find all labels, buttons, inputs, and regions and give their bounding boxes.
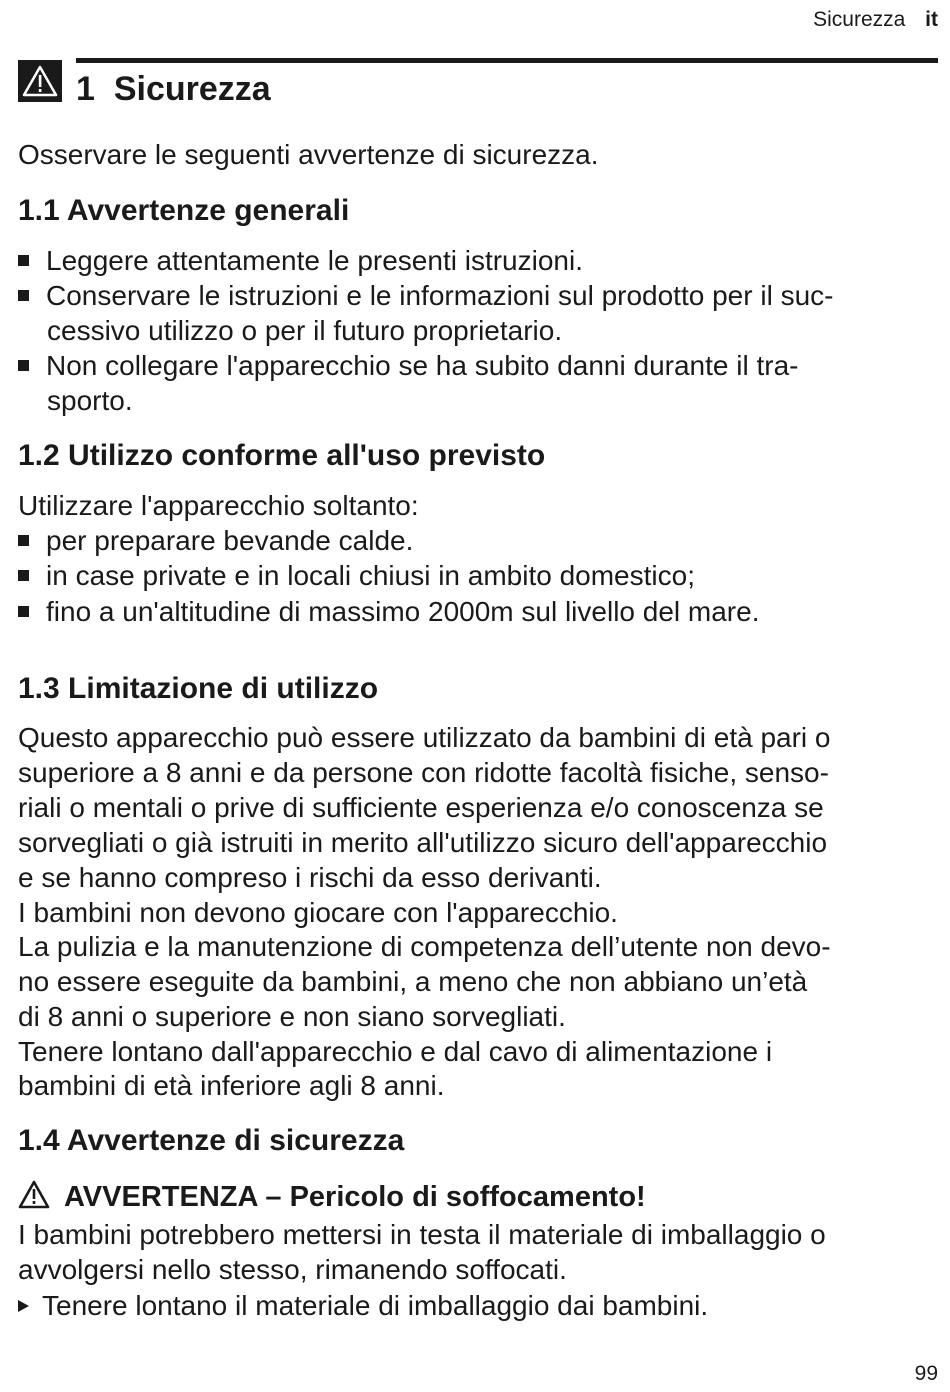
action-step: Tenere lontano il materiale di imballaggio dai bambini.	[18, 1290, 708, 1322]
bullet-item: fino a un'altitudine di massimo 2000m sul livello del mare.	[18, 596, 759, 628]
bullet-continuation: sporto.	[47, 385, 133, 416]
bullet-item: Conservare le istruzioni e le informazioni sul prodotto per il suc-	[18, 280, 833, 312]
bullet-continuation: cessivo utilizzo o per il futuro proprietario.	[47, 315, 563, 346]
paragraph-line: superiore a 8 anni e da persone con ridotte facoltà fisiche, senso-	[18, 757, 829, 788]
warning-triangle-icon	[18, 1180, 50, 1209]
paragraph-line: bambini di età inferiore agli 8 anni.	[18, 1070, 445, 1101]
arrow-right-icon	[18, 1300, 29, 1312]
bullet-square-icon	[18, 606, 29, 617]
paragraph-line: I bambini potrebbero mettersi in testa il materiale di imballaggio o	[18, 1219, 826, 1250]
title-number: 1	[76, 70, 95, 108]
paragraph-line: La pulizia e la manutenzione di competenza dell’utente non devo-	[18, 931, 831, 962]
bullet-square-icon	[18, 290, 29, 301]
bullet-square-icon	[18, 360, 29, 371]
heading-1-3: 1.3 Limitazione di utilizzo	[18, 672, 379, 705]
warning-heading: AVVERTENZA – Pericolo di soffocamento!	[18, 1180, 646, 1214]
bullet-square-icon	[18, 570, 29, 581]
paragraph-line: avvolgersi nello stesso, rimanendo soffocati.	[18, 1254, 567, 1285]
paragraph-line: riali o mentali o prive di sufficiente esperienza e/o conoscenza se	[18, 792, 824, 823]
title-text: Sicurezza	[113, 70, 271, 108]
page-title	[76, 70, 271, 109]
paragraph-line: di 8 anni o superiore e non siano sorvegliati.	[18, 1001, 566, 1032]
intro-text: Osservare le seguenti avvertenze di sicurezza.	[18, 139, 599, 170]
running-header	[813, 8, 938, 32]
heading-1-1: 1.1 Avvertenze generali	[18, 194, 350, 227]
header-section: Sicurezza	[813, 8, 906, 31]
heading-1-4: 1.4 Avvertenze di sicurezza	[18, 1124, 405, 1157]
paragraph-line: sorvegliati o già istruiti in merito all'utilizzo sicuro dell'apparecchio	[18, 827, 828, 858]
heading-1-2: 1.2 Utilizzo conforme all'uso previsto	[18, 439, 546, 472]
bullet-square-icon	[18, 255, 29, 266]
paragraph-line: I bambini non devono giocare con l'apparecchio.	[18, 897, 618, 928]
paragraph-line: e se hanno compreso i rischi da esso derivanti.	[18, 862, 602, 893]
bullet-item: in case private e in locali chiusi in ambito domestico;	[18, 560, 695, 592]
bullet-item: per preparare bevande calde.	[18, 525, 413, 557]
paragraph-line: no essere eseguite da bambini, a meno che non abbiano un’età	[18, 966, 808, 997]
page-number: 99	[914, 1362, 938, 1385]
paragraph-line: Tenere lontano dall'apparecchio e dal cavo di alimentazione i	[18, 1036, 773, 1067]
paragraph-line: Questo apparecchio può essere utilizzato da bambini di età pari o	[18, 722, 831, 753]
bullet-item: Non collegare l'apparecchio se ha subito danni durante il tra-	[18, 350, 798, 382]
header-language: it	[925, 8, 938, 31]
lead-text: Utilizzare l'apparecchio soltanto:	[18, 490, 419, 521]
title-rule	[76, 58, 938, 63]
warning-triangle-icon	[18, 60, 62, 102]
bullet-square-icon	[18, 535, 29, 546]
bullet-item: Leggere attentamente le presenti istruzioni.	[18, 245, 583, 277]
